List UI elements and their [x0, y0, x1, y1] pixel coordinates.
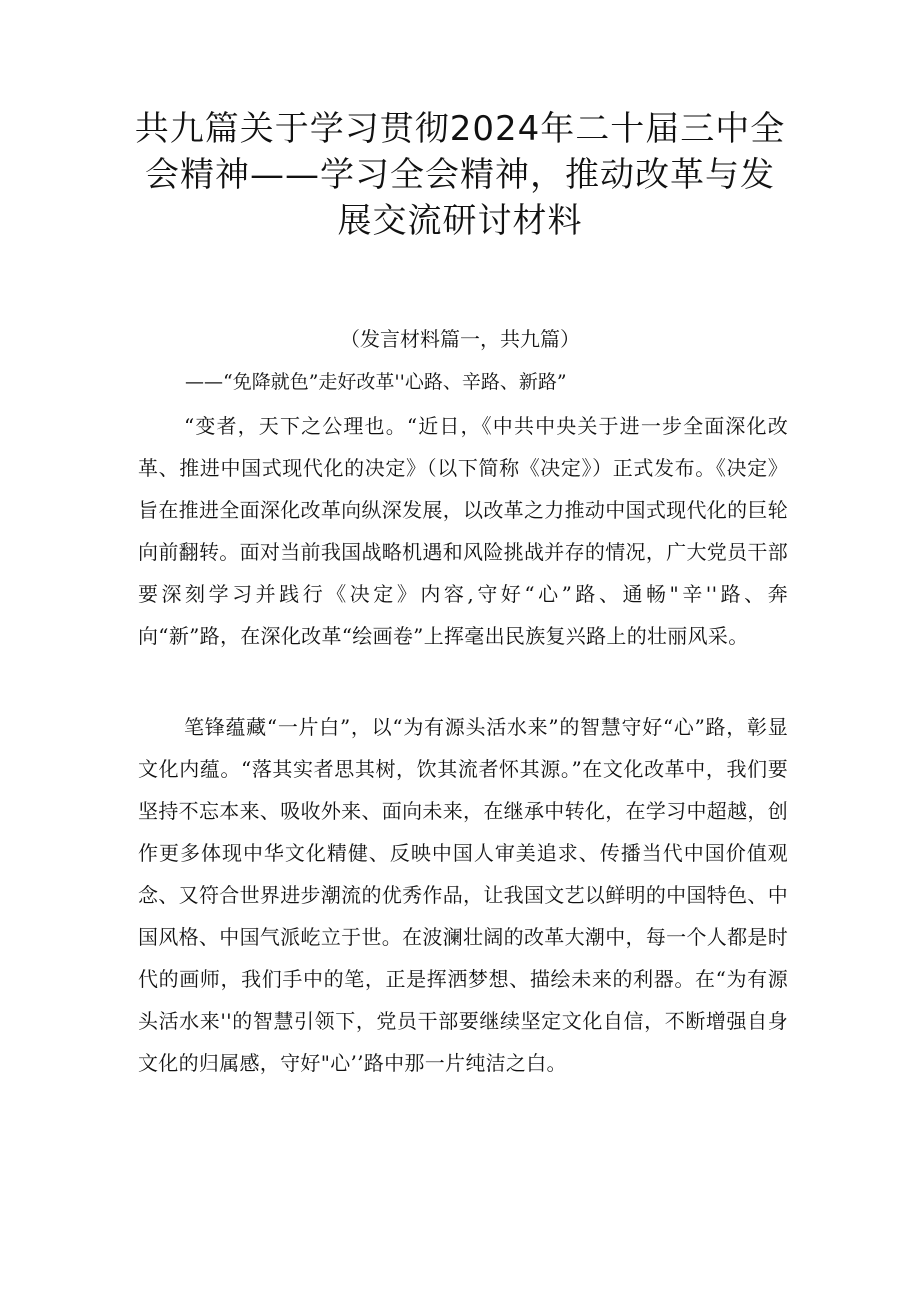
- document-subtitle: （发言材料篇一，共九篇）: [340, 327, 580, 351]
- document-title: 共九篇关于学习贯彻2024年二十届三中全会精神——学习全会精神，推动改革与发展交流研讨材料: [134, 109, 786, 241]
- document-tagline: ——“免降就色”走好改革''心路、辛路、新路”: [185, 371, 567, 393]
- body-paragraph: “变者，天下之公理也。“近日，《中共中央关于进一步全面深化改革、推进中国式现代化的决定》（以下简称《决定》）正式发布。《决定》旨在推进全面深化改革向纵深发展，以改革之力推动中国式现代化的巨轮向前翻转。面对当前我国战略机遇和风险挑战并存的情况，广大党员干部要深刻学习并践行《决定》内容,守好“心”路、通畅"辛''路、奔向“新”路，在深化改革“绘画卷”上挥毫出民族复兴路上的壮丽风采。: [138, 414, 788, 648]
- body-paragraph: 笔锋蕴藏“一片白”，以“为有源头活水来”的智慧守好“心”路，彰显文化内蕴。“落其实者思其树，饮其流者怀其源。”在文化改革中，我们要坚持不忘本来、吸收外来、面向未来，在继承中转化，在学习中超越，创作更多体现中华文化精健、反映中国人审美追求、传播当代中国价值观念、又符合世界进步潮流的优秀作品，让我国文艺以鲜明的中国特色、中国风格、中国气派屹立于世。在波澜壮阔的改革大潮中，每一个人都是时代的画师，我们手中的笔，正是挥洒梦想、描绘未来的利器。在“为有源头活水来''的智慧引领下，党员干部要继续坚定文化自信，不断增强自身文化的归属感，守好"心’’路中那一片纯洁之白。: [138, 715, 788, 1075]
